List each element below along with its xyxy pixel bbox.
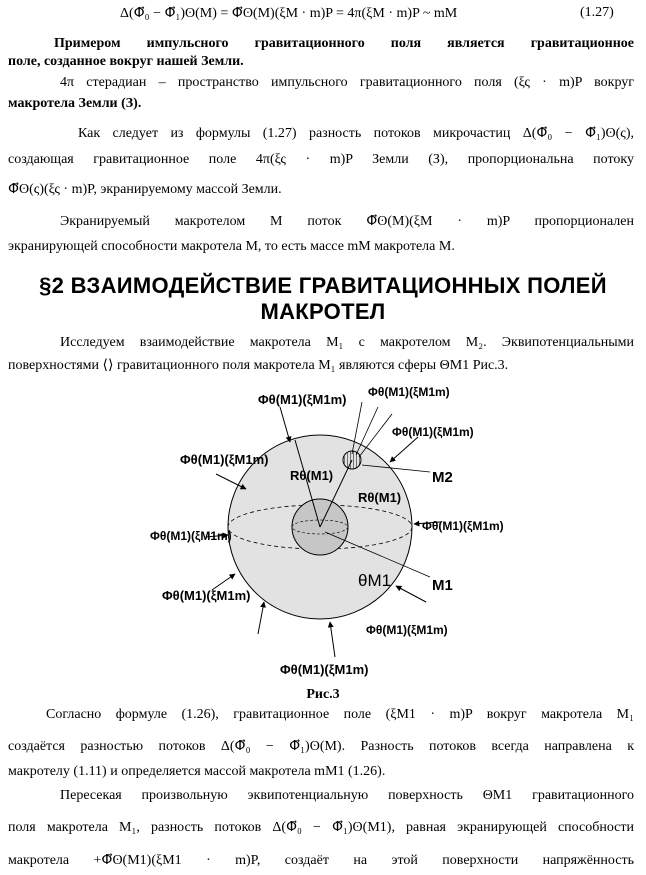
paragraph-4-line-1: Экранируемый макротелом М поток Φ⃗ʘ(M)(ξM · m)P пропорционален <box>60 214 634 229</box>
flux-label-left: Φθ(M1)(ξM1m) <box>150 529 232 543</box>
label-m2: M2 <box>432 469 453 486</box>
paragraph-2-line-2: макротела Земли (З). <box>8 96 142 111</box>
paragraph-3-line-2: создающая гравитационное поле 4π(ξς · m)P Земли (З), пропорциональна потоку <box>8 152 634 167</box>
paragraph-7-line-1: Пересекая произвольную эквипотенциальную поверхность ΘM1 гравитационного <box>60 788 634 803</box>
paragraph-1-line-2: поле, созданное вокруг нашей Земли. <box>8 54 244 69</box>
paragraph-4-line-2: экранирующей способности макротела М, то есть массе mM макротела М. <box>8 239 455 254</box>
flux-label-bottom: Φθ(M1)(ξM1m) <box>280 662 369 677</box>
paragraph-5-line-2: поверхностями ⟨⟩ гравитационного поля макротела M₁ являются сферы ΘM1 Рис.3. <box>8 358 509 373</box>
paragraph-6-line-3: макротелу (1.11) и определяется массой макротела mM1 (1.26). <box>8 764 386 779</box>
flux-label-upper-left: Φθ(M1)(ξM1m) <box>180 452 269 467</box>
label-theta-m1: θM1 <box>358 571 392 590</box>
arrow-bottom <box>330 622 335 657</box>
arrow-top-right <box>390 437 418 462</box>
paragraph-3-line-3: Φ⃗ʘ(ς)(ξς · m)P, экранируемому массой Земли. <box>8 182 282 197</box>
equation-number: (1.27) <box>580 5 614 20</box>
flux-label-top-right-1: Φθ(M1)(ξM1m) <box>368 385 450 399</box>
section-heading-line-2: МАКРОТЕЛ <box>260 299 386 324</box>
radius-label-outer: Rθ(M1) <box>290 468 334 483</box>
flux-label-text: Φθ(M1)(ξM1m) <box>258 392 347 407</box>
equation-1-27: Δ(Φ⃗₀ − Φ⃗₁)ʘ(M) = Φ⃗ʘ(M)(ξM · m)P = 4π(ξM · m)P ~ mM <box>120 6 458 21</box>
radius-label-inner: Rθ(M1) <box>358 490 402 505</box>
figure-caption: Рис.3 <box>306 687 340 702</box>
section-heading-line-1: §2 ВЗАИМОДЕЙСТВИЕ ГРАВИТАЦИОННЫХ ПОЛЕЙ <box>39 273 607 298</box>
paragraph-1-line-1: Примером импульсного гравитационного поля является гравитационное <box>54 36 634 51</box>
flux-label-top <box>258 392 346 407</box>
label-m1: M1 <box>432 577 453 594</box>
paragraph-6-line-2: создаётся разностью потоков Δ(Φ⃗₀ − Φ⃗₁)ʘ(M). Разность потоков всегда направлена к <box>8 739 634 754</box>
arrow-bottom-right <box>396 586 426 602</box>
paragraph-5-line-1: Исследуем взаимодействие макротела M₁ с макротелом M₂. Эквипотенциальными <box>60 335 634 350</box>
flux-label-right: Φθ(M1)(ξM1m) <box>422 519 504 533</box>
figure-3-diagram <box>140 382 510 687</box>
flux-label-lower-right: Φθ(M1)(ξM1m) <box>366 623 448 637</box>
paragraph-3-line-1: Как следует из формулы (1.27) разность потоков микрочастиц Δ(Φ⃗₀ − Φ⃗₁)ʘ(ς), <box>78 126 634 141</box>
paragraph-6-line-1: Согласно формуле (1.26), гравитационное поле (ξM1 · m)P вокруг макротела M₁ <box>46 707 634 722</box>
flux-label-lower-left: Φθ(M1)(ξM1m) <box>162 588 251 603</box>
paragraph-2-line-1: 4π стерадиан – пространство импульсного гравитационного поля (ξς · m)P вокруг <box>60 75 634 90</box>
flux-line-m2-3 <box>359 414 392 457</box>
arrow-top <box>280 407 290 442</box>
paragraph-7-line-2: поля макротела M₁, разность потоков Δ(Φ⃗₀ − Φ⃗₁)ʘ(M1), равная экранирующей способности <box>8 820 634 835</box>
flux-label-top-right-2: Φθ(M1)(ξM1m) <box>392 425 474 439</box>
arrow-bottom-left <box>258 602 264 634</box>
paragraph-7-line-3: макротела +Φ⃗ʘ(M1)(ξM1 · m)P, создаёт на этой поверхности напряжённость <box>8 853 634 868</box>
